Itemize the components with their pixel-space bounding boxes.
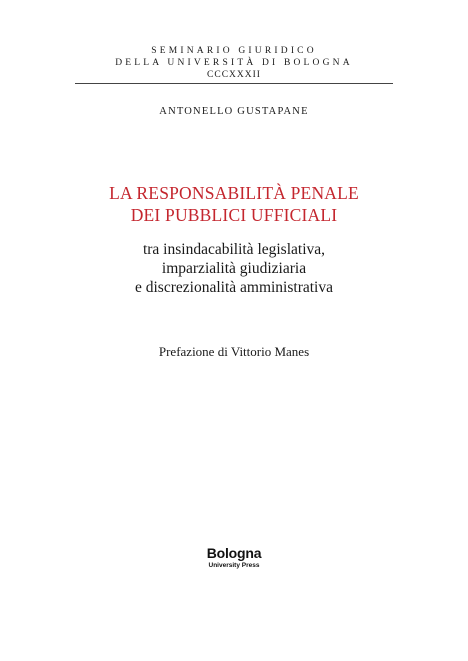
subtitle-line-2: imparzialità giudiziaria [161, 260, 307, 277]
book-title [0, 182, 468, 226]
publisher-subtitle: University Press [208, 562, 260, 569]
series-header [0, 45, 468, 81]
series-number: CCCXXXII [207, 70, 261, 80]
subtitle-line-3: e discrezionalità amministrativa [135, 279, 333, 296]
book-subtitle [0, 240, 468, 297]
preface-credit: Prefazione di Vittorio Manes [158, 344, 310, 359]
publisher-logo [0, 545, 468, 570]
author-name: ANTONELLO GUSTAPANE [159, 106, 309, 117]
header-divider [75, 83, 393, 84]
series-name: SEMINARIO GIURIDICO [151, 46, 317, 56]
series-university: DELLA UNIVERSITÀ DI BOLOGNA [115, 58, 353, 68]
title-line-1: LA RESPONSABILITÀ PENALE [109, 183, 359, 203]
publisher-name: Bologna [206, 545, 262, 561]
subtitle-line-1: tra insindacabilità legislativa, [142, 241, 326, 258]
title-line-2: DEI PUBBLICI UFFICIALI [130, 205, 338, 225]
